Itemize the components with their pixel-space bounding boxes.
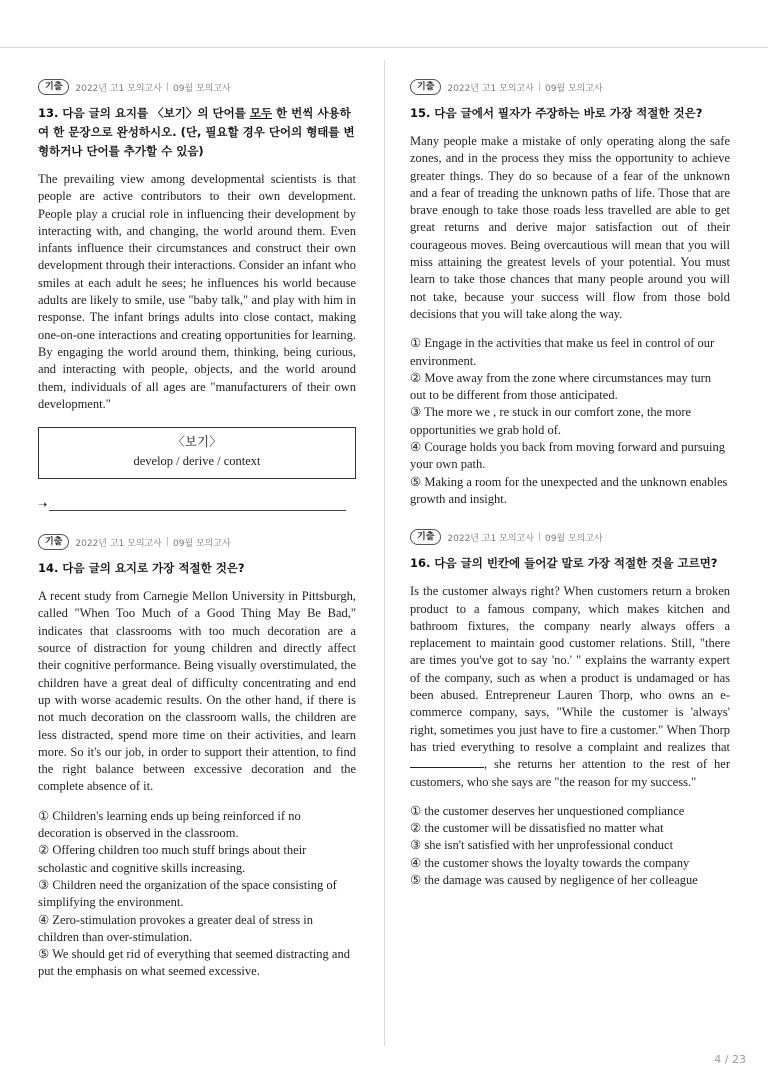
passage: Many people make a mistake of only operating along the safe zones, and in the process they miss the opportunity to achieve greater things. They do so because of a fear of the unknown and a fear of treading the unknown paths of life. Those that are brave enough to take those roads less travelled are able to get great returns and derive major satisfaction out of their courageous moves. Being overcautious will mean that you will miss attaining the greatest levels of your potential. You must learn to take those chances that many people around you will not take, because your success will flow from those bold decisions that you will take along the way. [410,134,730,321]
page-number: 4 / 23 [714,1053,746,1066]
option-2[interactable]: ② Move away from the zone where circumstances may turn out to be different from those anticipated. [410,370,712,403]
options [38,808,356,981]
right-column [410,78,730,907]
word-box-title: 〈보기〉 [172,435,222,450]
column-divider [384,60,385,1046]
meta-month: 09월 모의고사 [544,83,603,94]
header-rule [0,47,768,48]
word-box [38,427,356,479]
option-1[interactable]: ① the customer deserves her unquestioned compliance [410,803,685,818]
meta-year: 2022년 고1 모의고사 [75,538,162,549]
question-meta: 기출 2022년 고1 모의고사 | 09월 모의고사 [410,528,730,546]
option-3[interactable]: ③ she isn't satisfied with her unprofessional conduct [410,838,674,853]
question-16 [410,528,730,889]
meta-month: 09월 모의고사 [544,533,603,544]
exam-tag: 기출 [38,79,69,95]
exam-tag: 기출 [410,79,441,95]
question-14 [38,533,356,981]
question-title: 15. 다음 글에서 필자가 주장하는 바로 가장 적절한 것은? [410,106,703,120]
question-title: 13. 다음 글의 요지를 〈보기〉의 단어를 모두 한 번씩 사용하여 한 문장으로 완성하시오. (단, 필요할 경우 단어의 형태를 변형하거나 단어를 추가할 수 있음) [38,106,355,158]
question-13 [38,78,356,511]
answer-blank[interactable] [49,498,346,511]
option-5[interactable]: ⑤ We should get rid of everything that seemed distracting and put the emphasis on what seemed excessive. [38,947,350,979]
option-3[interactable]: ③ Children need the organization of the space consisting of simplifying the environment. [38,877,337,910]
option-2[interactable]: ② Offering children too much stuff brings about their scholastic and cognitive skills increasing. [38,843,307,875]
exam-tag: 기출 [410,529,441,545]
option-5[interactable]: ⑤ Making a room for the unexpected and the unknown enables growth and insight. [410,474,728,506]
answer-line[interactable] [38,491,356,511]
arrow-icon: ➝ [38,499,48,512]
left-column [38,78,356,999]
question-meta: 기출 2022년 고1 모의고사 | 09월 모의고사 [38,533,356,551]
options [410,803,730,889]
option-1[interactable]: ① Engage in the activities that make us feel in control of our environment. [410,336,715,368]
question-15 [410,78,730,508]
question-meta: 기출 2022년 고1 모의고사 | 09월 모의고사 [38,78,356,96]
meta-year: 2022년 고1 모의고사 [447,83,534,94]
word-box-words: develop / derive / context [133,454,261,469]
options [410,335,730,508]
meta-year: 2022년 고1 모의고사 [75,83,162,94]
passage: A recent study from Carnegie Mellon University in Pittsburgh, called "When Too Much of a Good Thing May Be Bad," indicates that classrooms with too much decoration are a source of distraction for young children and directly affect their cognitive performance. Being visually overstimulated, the children have a great deal of difficulty concentrating and end up with worse academic results. On the other hand, if there is not much decoration on the classroom walls, the children are less distracted, spend more time on their activities, and learn more. So it's our job, in order to support their attention, to find the right balance between excessive decoration and the complete absence of it. [38,589,356,794]
meta-year: 2022년 고1 모의고사 [447,533,534,544]
passage: Is the customer always right? When customers return a broken product to a famous company, which makes kitchen and bathroom fixtures, the company nearly always offers a replacement to maintain good customer relations. Still, "there are times you've got to say 'no.' " explains the warranty expert of the company, such as when a product is undamaged or has been abused. Entrepreneur Lauren Thorp, who owns an e-commerce company, says, "While the customer is 'always' right, sometimes you just have to fire a customer." When Thorp has tried everything to resolve a complaint and realizes that , she returns her attention to the rest of her customers, who she says are "the reason for my success." [410,584,730,789]
question-meta: 기출 2022년 고1 모의고사 | 09월 모의고사 [410,78,730,96]
question-title: 16. 다음 글의 빈칸에 들어갈 말로 가장 적절한 것을 고르면? [410,556,718,571]
meta-month: 09월 모의고사 [172,83,231,94]
option-4[interactable]: ④ the customer shows the loyalty towards the company [410,855,690,870]
passage-blank [410,756,484,768]
option-3[interactable]: ③ The more we , re stuck in our comfort zone, the more opportunities we grab hold of. [410,405,692,437]
option-5[interactable]: ⑤ the damage was caused by negligence of her colleague [410,872,698,887]
meta-month: 09월 모의고사 [172,538,231,549]
option-1[interactable]: ① Children's learning ends up being reinforced if no decoration is observed in the classroom. [38,808,301,841]
exam-tag: 기출 [38,534,69,550]
option-4[interactable]: ④ Zero-stimulation provokes a greater deal of stress in children than over-stimulation. [38,912,314,944]
option-2[interactable]: ② the customer will be dissatisfied no matter what [410,821,664,836]
passage: The prevailing view among developmental scientists is that people are active contributors to their own development. People play a crucial role in influencing their development by interacting with, and changing, the world around them. Even infants influence their circumstances and construct their own development through their interactions. Consider an infant who smiles at each adult he sees; he influences his world because adults are likely to smile, use "baby talk," and play with him in response. The infant brings adults into close contact, making one-on-one interactions and creating opportunities for learning. By engaging the world around them, thinking, being curious, and interacting with people, objects, and the world around them, individuals of all ages are "manufacturers of their own development." [38,172,356,411]
question-title: 14. 다음 글의 요지로 가장 적절한 것은? [38,561,245,576]
option-4[interactable]: ④ Courage holds you back from moving forward and pursuing your own path. [410,440,725,472]
